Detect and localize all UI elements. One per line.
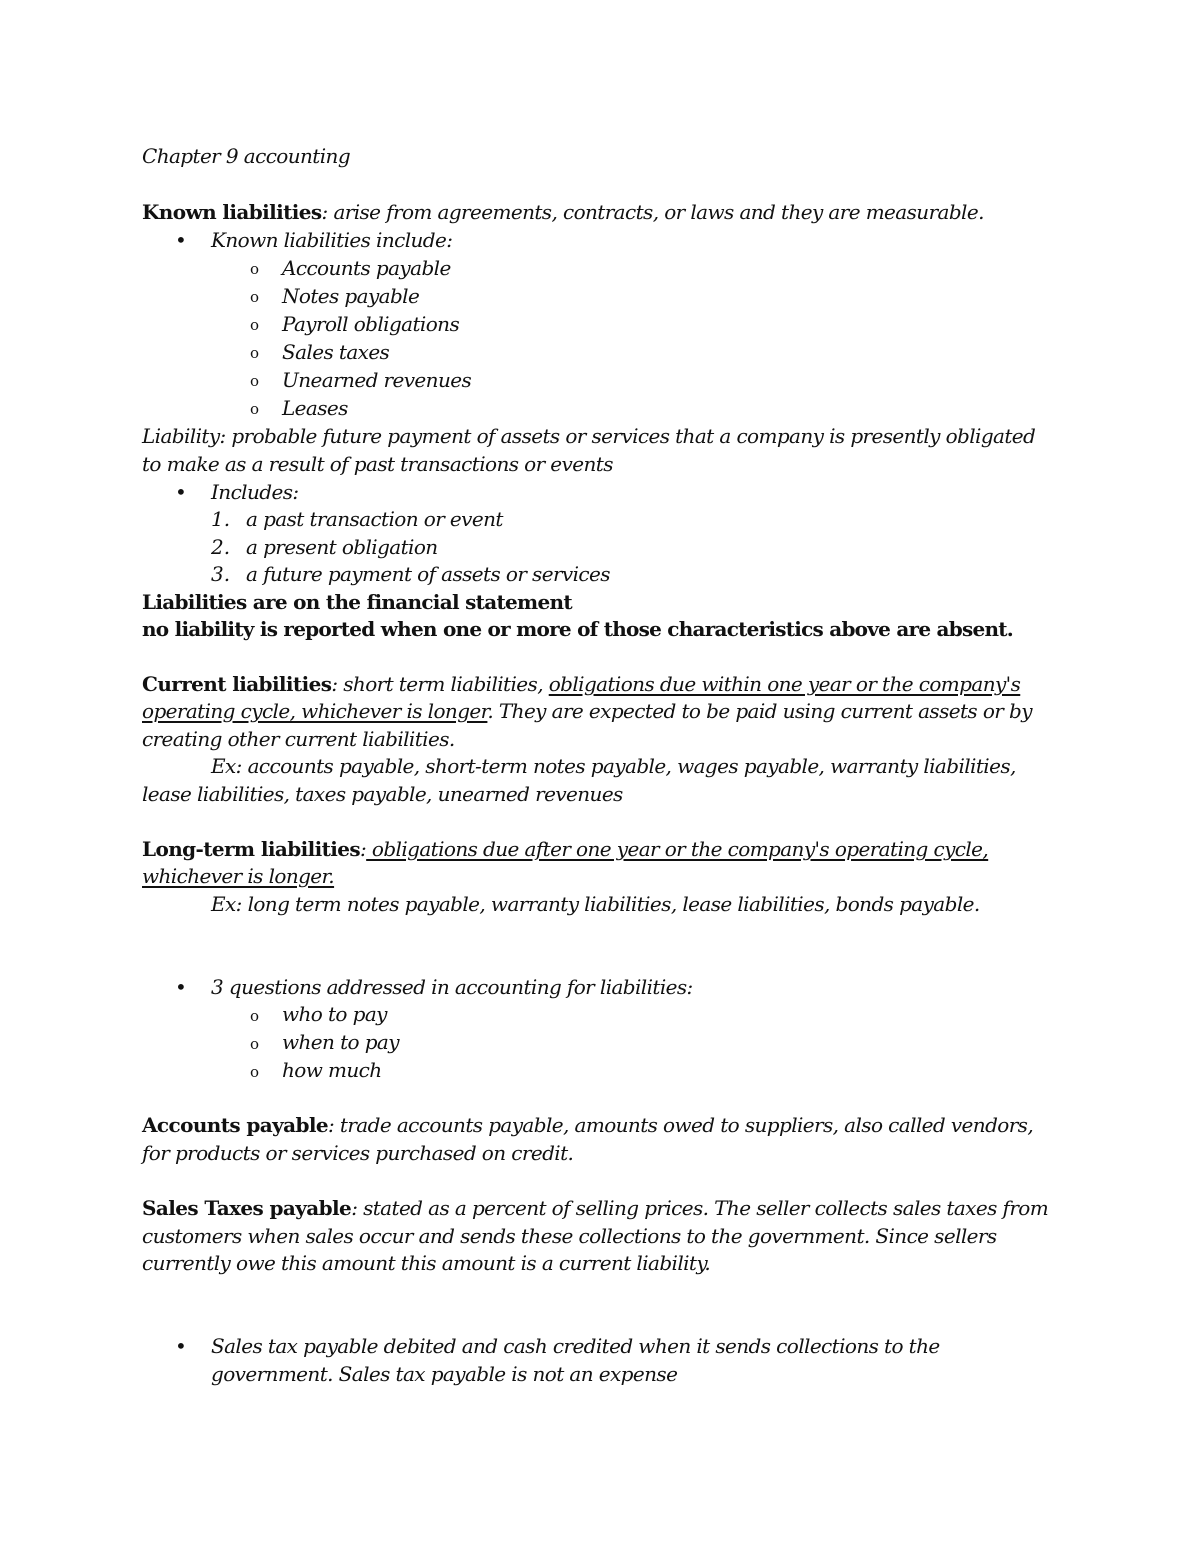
sub-bullet-icon: o xyxy=(250,372,260,390)
includes-label: Includes: xyxy=(211,480,299,504)
sub-bullet-icon: o xyxy=(250,260,260,278)
list-item: Accounts payable xyxy=(282,256,451,280)
known-include-label: Known liabilities include: xyxy=(211,228,453,252)
accounts-payable-term: Accounts payable xyxy=(142,1113,328,1137)
bullet-icon: • xyxy=(175,975,187,999)
sub-bullet-icon: o xyxy=(250,316,260,334)
bold-statement: no liability is reported when one or more of those characteristics above are absent. xyxy=(142,617,1013,641)
numbered-item: a future payment of assets or services xyxy=(246,562,610,586)
numbered-item: a past transaction or event xyxy=(246,507,503,531)
list-item: when to pay xyxy=(282,1030,399,1054)
list-number: 2. xyxy=(211,535,231,559)
list-item: Notes payable xyxy=(282,284,420,308)
longterm-liabilities-line: whichever is longer. xyxy=(142,864,335,888)
sales-taxes-payable-line: Sales Taxes payable: stated as a percent of selling prices. The seller collects sales taxes from xyxy=(142,1196,1049,1220)
list-item: Unearned revenues xyxy=(282,368,472,392)
current-liabilities-line: Current liabilities: short term liabilities, obligations due within one year or the company's xyxy=(142,672,1021,696)
accounts-payable-line: for products or services purchased on credit. xyxy=(142,1141,574,1165)
bold-statement: Liabilities are on the financial statement xyxy=(142,590,572,614)
sales-tax-bullet-line: Sales tax payable debited and cash credited when it sends collections to the xyxy=(211,1334,940,1358)
list-item: Leases xyxy=(282,396,348,420)
list-item: Sales taxes xyxy=(282,340,390,364)
numbered-item: a present obligation xyxy=(246,535,438,559)
longterm-liabilities-line: Long-term liabilities: obligations due after one year or the company's operating cycle, xyxy=(142,837,989,861)
document-title: Chapter 9 accounting xyxy=(142,144,351,168)
sales-tax-bullet-line: government. Sales tax payable is not an expense xyxy=(211,1362,678,1386)
sales-taxes-payable-line: currently owe this amount this amount is a current liability. xyxy=(142,1251,711,1275)
current-liabilities-line: operating cycle, whichever is longer. They are expected to be paid using current assets or by xyxy=(142,699,1032,723)
list-item: Payroll obligations xyxy=(282,312,460,336)
sales-taxes-payable-line: customers when sales occur and sends these collections to the government. Since sellers xyxy=(142,1224,997,1248)
known-liabilities-definition xyxy=(142,198,984,226)
current-liabilities-line: creating other current liabilities. xyxy=(142,727,455,751)
current-liabilities-term: Current liabilities xyxy=(142,672,332,696)
bullet-icon: • xyxy=(175,1334,187,1358)
list-number: 1. xyxy=(211,507,231,531)
list-number: 3. xyxy=(211,562,231,586)
sub-bullet-icon: o xyxy=(250,1063,260,1081)
sub-bullet-icon: o xyxy=(250,1007,260,1025)
sub-bullet-icon: o xyxy=(250,400,260,418)
list-item: how much xyxy=(282,1058,382,1082)
liability-definition-line: to make as a result of past transactions or events xyxy=(142,452,613,476)
accounts-payable-line: Accounts payable: trade accounts payable, amounts owed to suppliers, also called vendors, xyxy=(142,1113,1034,1137)
bullet-icon: • xyxy=(175,228,187,252)
questions-label: 3 questions addressed in accounting for liabilities: xyxy=(211,975,693,999)
list-item: who to pay xyxy=(282,1002,387,1026)
sub-bullet-icon: o xyxy=(250,1035,260,1053)
sub-bullet-icon: o xyxy=(250,344,260,362)
bullet-icon: • xyxy=(175,480,187,504)
sub-bullet-icon: o xyxy=(250,288,260,306)
liability-definition-line: Liability: probable future payment of assets or services that a company is presently obligated xyxy=(142,424,1036,448)
known-liabilities-term: Known liabilities xyxy=(142,200,322,224)
sales-taxes-payable-term: Sales Taxes payable xyxy=(142,1196,352,1220)
current-examples: Ex: accounts payable, short-term notes payable, wages payable, warranty liabilities, xyxy=(211,754,1016,778)
longterm-examples: Ex: long term notes payable, warranty liabilities, lease liabilities, bonds payable. xyxy=(211,892,980,916)
current-examples: lease liabilities, taxes payable, unearned revenues xyxy=(142,782,623,806)
longterm-liabilities-term: Long-term liabilities xyxy=(142,837,361,861)
known-liabilities-text: : arise from agreements, contracts, or laws and they are measurable. xyxy=(321,200,984,224)
